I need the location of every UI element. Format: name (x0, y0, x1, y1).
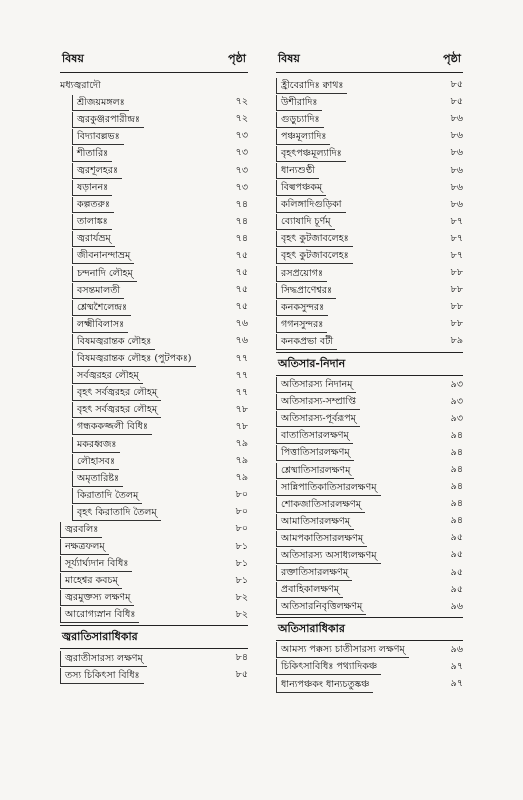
entry-page-number: ৭২ (235, 96, 248, 108)
toc-entry (276, 299, 463, 316)
entry-label: জ্বরশূলহরঃ (72, 163, 122, 179)
entry-label: বৃহৎ সর্বজ্বরহর লৌহম্ (72, 402, 161, 418)
entry-page-number: ৮০ (235, 489, 248, 501)
entry-label: শ্রীজয়মঙ্গলঃ (72, 95, 129, 111)
entry-label: ব্যোষাদি চূর্ণম্ (276, 214, 335, 230)
toc-entry (276, 582, 463, 599)
toc-entry (60, 94, 248, 111)
entry-label: আমস্য পক্কস্য চাতীসারস্য লক্ষণম্ (276, 642, 409, 658)
entry-label: জ্বরার্যভ্রম্ (72, 231, 115, 247)
toc-entry (276, 530, 463, 547)
entry-page-number: ৮৭ (450, 215, 463, 227)
header-page: পৃষ্ঠা (443, 52, 461, 65)
entry-page-number: ৭৭ (235, 386, 248, 398)
entry-label: বিষমজ্বরান্তক লৌহঃ (72, 334, 155, 350)
entry-label: জ্বরমুক্তস্য লক্ষণম্ (60, 590, 134, 606)
entry-page-number: ৭৬ (235, 335, 248, 347)
toc-entry (60, 573, 248, 590)
toc-list-left (60, 77, 248, 684)
entry-page-number: ৭৩ (235, 181, 248, 193)
column-header (276, 49, 463, 73)
toc-entry (276, 479, 463, 496)
entry-page-number: ৭৫ (235, 267, 248, 279)
toc-entry (60, 402, 248, 419)
entry-label: লৌহাসবঃ (72, 454, 119, 470)
entry-label: বৃহৎ কিরাতাদি তৈলম্ (72, 505, 161, 521)
entry-page-number: ৭৯ (235, 438, 248, 450)
toc-entry (276, 377, 463, 394)
entry-label: শ্লেষ্মশৈলেন্দ্রঃ (72, 300, 131, 316)
toc-entry (276, 214, 463, 231)
toc-entry (60, 265, 248, 282)
entry-page-number: ৯৬ (450, 643, 463, 655)
entry-page-number: ৮৮ (450, 284, 463, 296)
entry-label: জীবনানন্দাভ্রম্ (72, 248, 134, 264)
entry-page-number: ৯৩ (450, 378, 463, 390)
entry-page-number: ৮৮ (450, 318, 463, 330)
entry-label: কনকসুন্দরঃ (276, 300, 328, 316)
entry-page-number: ৮২ (235, 608, 248, 620)
entry-label: বৃহৎপঞ্চমূল্যাদিঃ (276, 146, 346, 162)
entry-page-number: ৭৭ (235, 369, 248, 381)
entry-page-number: ৭৭ (235, 352, 248, 364)
entry-page-number: ৮০ (235, 523, 248, 535)
toc-entry (60, 521, 248, 538)
entry-label: পঞ্চমূল্যাদিঃ (276, 129, 330, 145)
entry-page-number: ৮৬ (450, 181, 463, 193)
toc-entry (276, 496, 463, 513)
toc-entry (60, 667, 248, 684)
toc-entry (276, 445, 463, 462)
entry-page-number: ৯৬ (450, 600, 463, 612)
entry-page-number: ৮১ (235, 574, 248, 586)
toc-entry (276, 462, 463, 479)
toc-entry (60, 162, 248, 179)
entry-page-number: ৮১ (235, 540, 248, 552)
entry-page-number: ৯৫ (450, 549, 463, 561)
entry-label: বিল্বপঞ্চকম্ (276, 180, 326, 196)
entry-label: অতিসারস্য অসাধ্যলক্ষণম্ (276, 548, 381, 564)
entry-label: জ্বরাতিসারাধিকার (60, 625, 248, 649)
toc-entry (276, 411, 463, 428)
toc-entry (60, 299, 248, 316)
entry-page-number: ৮২ (235, 591, 248, 603)
entry-label: ধান্যপঞ্চকং ধান্যচতুষ্কঞ্চ (276, 677, 373, 693)
toc-entry (276, 145, 463, 162)
entry-page-number: ৭৫ (235, 301, 248, 313)
entry-label: উশীরাদিঃ (276, 95, 322, 111)
section-heading (276, 616, 463, 642)
entry-page-number: ৭৫ (235, 284, 248, 296)
entry-label: আরোগ্যস্নান বিধিঃ (60, 607, 139, 623)
entry-page-number: ৮৬ (450, 198, 463, 210)
toc-entry (276, 333, 463, 350)
entry-page-number: ৯৪ (450, 429, 463, 441)
entry-page-number: ৭৩ (235, 164, 248, 176)
toc-column-left (60, 49, 248, 684)
toc-entry (60, 282, 248, 299)
entry-label: হ্রীবেরাদিঃ ক্বাথঃ (276, 78, 347, 94)
entry-page-number: ৭৯ (235, 472, 248, 484)
toc-entry (276, 248, 463, 265)
entry-label: কল্পতরুঃ (72, 197, 114, 213)
entry-page-number: ৮৬ (450, 164, 463, 176)
toc-entry (60, 368, 248, 385)
entry-page-number: ৭৬ (235, 318, 248, 330)
entry-page-number: ৮০ (235, 506, 248, 518)
entry-label: বসন্তমালতী (72, 283, 124, 299)
entry-label: মধ্যজ্বরাদৌ (60, 80, 101, 92)
entry-label: গগনসুন্দরঃ (276, 317, 327, 333)
entry-label: তস্য চিকিৎসা বিধিঃ (60, 668, 144, 684)
entry-page-number: ৮৫ (235, 669, 248, 681)
toc-entry (276, 659, 463, 676)
entry-label: অমৃতারিষ্টঃ (72, 471, 123, 487)
entry-label: তালাঙ্কঃ (72, 214, 112, 230)
section-heading (276, 351, 463, 377)
entry-page-number: ৮১ (235, 557, 248, 569)
entry-page-number: ৯৪ (450, 515, 463, 527)
toc-entry (60, 180, 248, 197)
entry-label: জ্বরকুঞ্জরপারীন্দ্রঃ (72, 112, 144, 128)
entry-label: চন্দনাদি লৌহম্ (72, 266, 137, 282)
toc-entry (276, 547, 463, 564)
entry-page-number: ৮৯ (450, 335, 463, 347)
entry-page-number: ৯৭ (450, 678, 463, 690)
entry-label: লক্ষ্মীবিলাসঃ (72, 317, 128, 333)
entry-label: জ্বরাতীসারস্য লক্ষণম্ (60, 651, 147, 667)
entry-page-number: ৯৩ (450, 395, 463, 407)
toc-entry (60, 487, 248, 504)
entry-page-number: ৯৩ (450, 412, 463, 424)
entry-label: শীতারিঃ (72, 146, 112, 162)
toc-column-right (276, 49, 463, 693)
toc-entry (276, 282, 463, 299)
entry-page-number: ৭২ (235, 113, 248, 125)
toc-entry (276, 265, 463, 282)
entry-page-number: ৯৪ (450, 446, 463, 458)
entry-label: গুড়ুচ্যাদিঃ (276, 112, 324, 128)
toc-entry (60, 351, 248, 368)
entry-label: বৃহৎ কুটজাবলেহঃ (276, 231, 353, 247)
entry-label: কলিঙ্গাদিগুড়িকা (276, 197, 346, 213)
toc-entry (276, 111, 463, 128)
entry-label: নক্ষত্রফলম্ (60, 539, 109, 555)
entry-page-number: ৭৮ (235, 403, 248, 415)
entry-page-number: ৯৭ (450, 660, 463, 672)
entry-label: অতিসারস্য-সম্প্রাপ্তি (276, 394, 360, 410)
toc-entry (60, 248, 248, 265)
entry-label: বিদ্যাবল্লভঃ (72, 129, 124, 145)
entry-label: ধান্যশুণ্ঠী (276, 163, 319, 179)
entry-page-number: ৮৮ (450, 301, 463, 313)
entry-label: গন্ধককজ্জলী বিধিঃ (72, 419, 152, 435)
toc-entry (60, 453, 248, 470)
entry-label: জ্বরবলিঃ (60, 522, 102, 538)
entry-label: সান্নিপাতিকাতিসারলক্ষণম্ (276, 480, 381, 496)
toc-entry (60, 333, 248, 350)
toc-entry (276, 316, 463, 333)
toc-entry (60, 436, 248, 453)
entry-label: কনকপ্রভা বটী (276, 334, 337, 350)
toc-entry (60, 539, 248, 556)
entry-page-number: ৮৫ (450, 79, 463, 91)
toc-entry (60, 231, 248, 248)
entry-page-number: ৯৫ (450, 566, 463, 578)
entry-label: শোকজাতিসারলক্ষণম্ (276, 497, 365, 513)
entry-label: অতিসারস্য নিদানম্ (276, 377, 356, 393)
entry-page-number: ৮৫ (450, 96, 463, 108)
toc-entry (276, 428, 463, 445)
toc-entry (60, 128, 248, 145)
header-subject: বিষয় (278, 52, 300, 65)
entry-page-number: ৮৬ (450, 113, 463, 125)
entry-page-number: ৯৫ (450, 532, 463, 544)
entry-label: কিরাতাদি তৈলম্ (72, 488, 142, 504)
entry-page-number: ৮৬ (450, 147, 463, 159)
entry-page-number: ৮৮ (450, 267, 463, 279)
entry-label: অতিসার-নিদান (276, 352, 463, 376)
toc-entry (60, 470, 248, 487)
toc-entry (276, 94, 463, 111)
entry-label: রক্তাতিসারলক্ষণম্ (276, 565, 352, 581)
toc-entry (276, 599, 463, 616)
column-header (60, 49, 248, 73)
entry-label: আমাতিসারলক্ষণম্ (276, 514, 354, 530)
entry-page-number: ৭৪ (235, 215, 248, 227)
toc-entry (276, 642, 463, 659)
toc-entry (276, 513, 463, 530)
entry-page-number: ৮৬ (450, 130, 463, 142)
toc-entry (276, 162, 463, 179)
entry-label: রসপ্রয়োগঃ (276, 266, 327, 282)
toc-entry (60, 316, 248, 333)
entry-label: পিত্তাতিসারলক্ষণম্ (276, 445, 354, 461)
toc-entry (60, 650, 248, 667)
toc-entry (60, 385, 248, 402)
toc-entry (60, 590, 248, 607)
toc-entry (60, 145, 248, 162)
toc-entry (276, 394, 463, 411)
toc-entry (276, 128, 463, 145)
toc-entry (60, 504, 248, 521)
header-subject: বিষয় (62, 52, 84, 65)
toc-entry (276, 676, 463, 693)
entry-label: আমপকাতিসারলক্ষণম্ (276, 531, 367, 547)
entry-page-number: ৯৪ (450, 481, 463, 493)
entry-label: শ্লেষ্মাতিসারলক্ষণম্ (276, 463, 354, 479)
toc-entry (60, 77, 248, 94)
entry-page-number: ৮৭ (450, 249, 463, 261)
entry-page-number: ৯৪ (450, 464, 463, 476)
toc-entry (276, 197, 463, 214)
toc-entry (276, 180, 463, 197)
toc-list-right (276, 77, 463, 693)
entry-label: সূর্য্যার্ঘ্যদান বিধিঃ (60, 556, 132, 572)
entry-label: বাতাতিসারলক্ষণম্ (276, 428, 353, 444)
entry-page-number: ৮৪ (235, 652, 248, 664)
entry-label: অতিসারস্য-পূর্বরূপম্ (276, 411, 360, 427)
entry-page-number: ৭৫ (235, 249, 248, 261)
toc-entry (60, 607, 248, 624)
entry-label: ষড়াননঃ (72, 180, 112, 196)
entry-page-number: ৭৪ (235, 232, 248, 244)
toc-entry (60, 556, 248, 573)
entry-page-number: ৭৯ (235, 455, 248, 467)
entry-page-number: ৭৩ (235, 147, 248, 159)
toc-entry (276, 565, 463, 582)
entry-label: বৃহৎ কুটজাবলেহঃ (276, 248, 353, 264)
toc-entry (60, 214, 248, 231)
entry-label: চিকিৎসাবিধিঃ পথ্যাদিকঞ্চ (276, 659, 381, 675)
header-page: পৃষ্ঠা (228, 52, 246, 65)
toc-entry (60, 419, 248, 436)
entry-label: অতিসারাধিকার (276, 617, 463, 641)
entry-page-number: ৯৪ (450, 498, 463, 510)
entry-label: সিদ্ধপ্রাণেশ্বরঃ (276, 283, 336, 299)
entry-page-number: ৭৪ (235, 198, 248, 210)
entry-label: অতিসারনিবৃত্তিলক্ষণম্ (276, 599, 366, 615)
toc-entry (60, 111, 248, 128)
entry-label: মাহেশ্বর কবচম্ (60, 573, 122, 589)
entry-label: বৃহৎ সর্বজ্বরহর লৌহম্ (72, 385, 161, 401)
entry-page-number: ৮৭ (450, 232, 463, 244)
entry-label: বিষমজ্বরান্তক লৌহঃ (পুটপকঃ) (72, 351, 196, 367)
section-heading (60, 624, 248, 650)
toc-entry (276, 231, 463, 248)
toc-entry (276, 77, 463, 94)
toc-entry (60, 197, 248, 214)
entry-label: মকরধ্বজঃ (72, 437, 120, 453)
entry-page-number: ৯৫ (450, 583, 463, 595)
entry-page-number: ৭৩ (235, 130, 248, 142)
entry-label: সর্বজ্বরহর লৌহম্ (72, 368, 143, 384)
entry-label: প্রবাহিকালক্ষণম্ (276, 582, 343, 598)
entry-page-number: ৭৮ (235, 420, 248, 432)
